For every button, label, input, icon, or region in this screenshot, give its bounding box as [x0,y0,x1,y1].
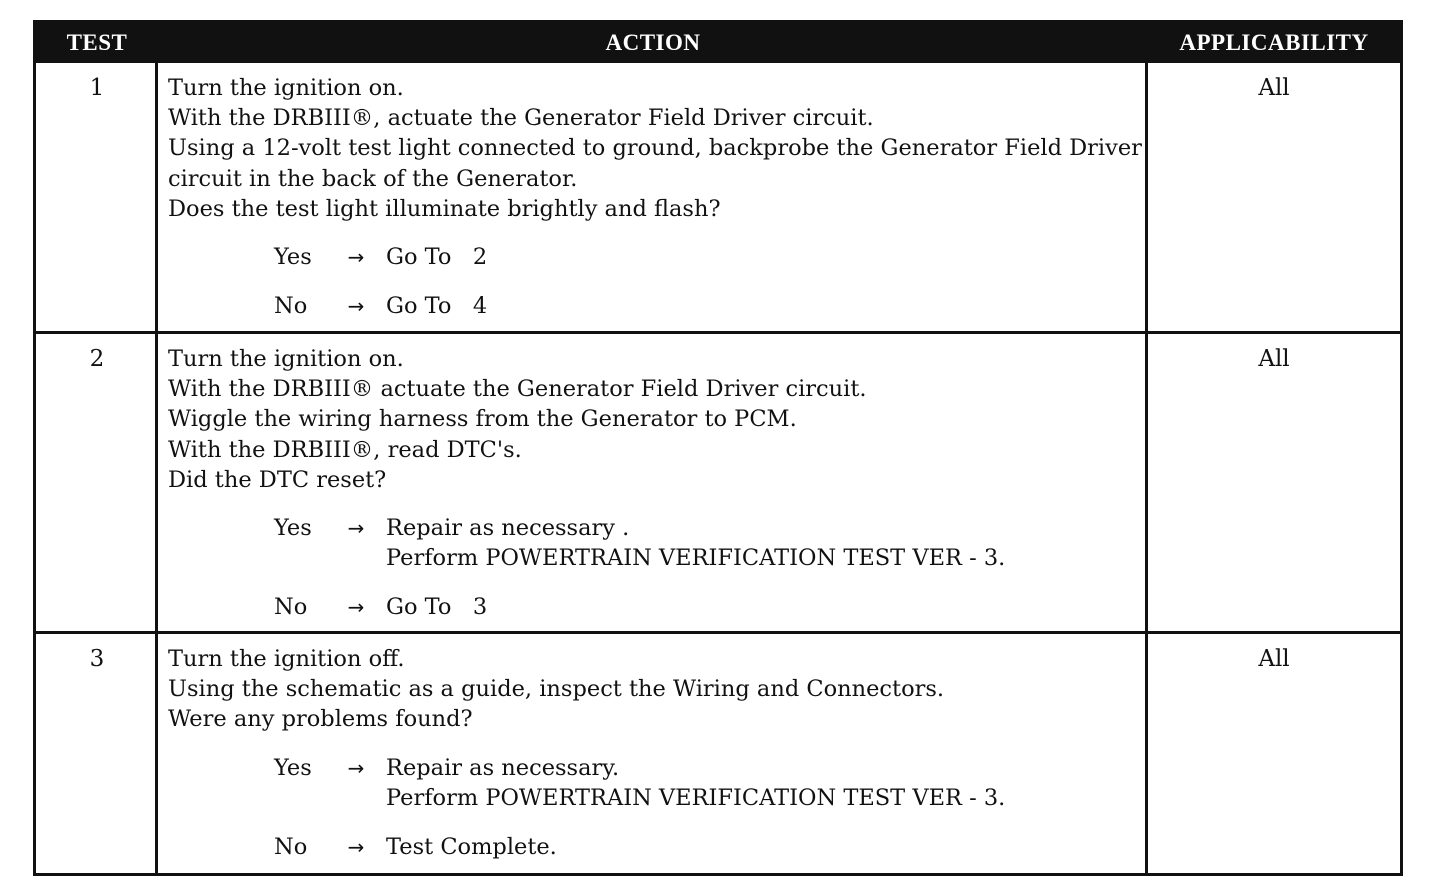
outcome-yes [274,513,1143,573]
outcome-line: Perform POWERTRAIN VERIFICATION TEST VER - 3. [386,545,1006,572]
action-cell [168,344,1143,623]
outcome-text [386,832,557,862]
outcome-yes [274,753,1143,813]
test-number: 3 [89,646,105,672]
action-step: Does the test light illuminate brightly and flash? [168,195,721,222]
action-step: Turn the ignition on. [168,75,404,101]
outcome-label: No [274,834,308,861]
action-step: Wiggle the wiring harness from the Generator to PCM. [168,406,797,433]
outcome-text [386,291,487,321]
action-step: With the DRBIII® actuate the Generator Field Driver circuit. [168,376,867,403]
outcome-text [386,513,1005,573]
outcomes [274,242,1143,321]
applicability-value: All [1258,75,1290,101]
action-step: Turn the ignition on. [168,346,404,372]
header-applicability: APPLICABILITY [1179,30,1369,55]
arrow-right-icon: → [347,835,365,860]
outcome-yes [274,242,1143,272]
header-test: TEST [66,30,128,55]
outcome-no [274,832,1143,862]
outcome-line: Repair as necessary. [386,754,620,781]
outcome-line: Go To 4 [386,293,488,320]
outcomes [274,513,1143,623]
table-row [36,334,1400,631]
outcome-line: Perform POWERTRAIN VERIFICATION TEST VER - 3. [386,784,1006,811]
outcome-no [274,291,1143,321]
table-header [36,23,1400,63]
outcome-text [386,592,487,622]
action-cell [168,73,1143,321]
action-step: With the DRBIII®, actuate the Generator Field Driver circuit. [168,105,874,132]
diagnostic-test-table [33,20,1403,876]
table-row [36,63,1400,331]
action-step: circuit in the back of the Generator. [168,165,578,192]
action-step: Did the DTC reset? [168,466,387,493]
outcome-label: Yes [274,244,312,271]
outcome-line: Go To 2 [386,244,488,271]
outcome-label: No [274,594,308,621]
arrow-right-icon: → [347,755,365,780]
action-step: Using a 12-volt test light connected to ground, backprobe the Generator Field Driver [168,135,1142,162]
applicability-value: All [1258,646,1290,672]
test-number: 1 [89,75,105,101]
outcome-text [386,753,1005,813]
test-number: 2 [89,346,105,372]
outcome-line: Test Complete. [386,834,557,861]
outcome-label: Yes [274,515,312,542]
outcomes [274,753,1143,863]
outcome-line: Repair as necessary . [386,515,630,542]
outcome-label: Yes [274,754,312,781]
header-action: ACTION [605,30,701,55]
action-step: Were any problems found? [168,706,473,733]
applicability-value: All [1258,346,1290,372]
action-step: Turn the ignition off. [168,646,405,672]
outcome-line: Go To 3 [386,594,488,621]
table-row [36,634,1400,873]
action-step: Using the schematic as a guide, inspect the Wiring and Connectors. [168,676,945,703]
arrow-right-icon: → [347,516,365,541]
outcome-text [386,242,487,272]
action-step: With the DRBIII®, read DTC's. [168,436,522,463]
action-cell [168,644,1143,862]
outcome-label: No [274,293,308,320]
outcome-no [274,592,1143,622]
arrow-right-icon: → [347,294,365,319]
arrow-right-icon: → [347,245,365,270]
arrow-right-icon: → [347,595,365,620]
